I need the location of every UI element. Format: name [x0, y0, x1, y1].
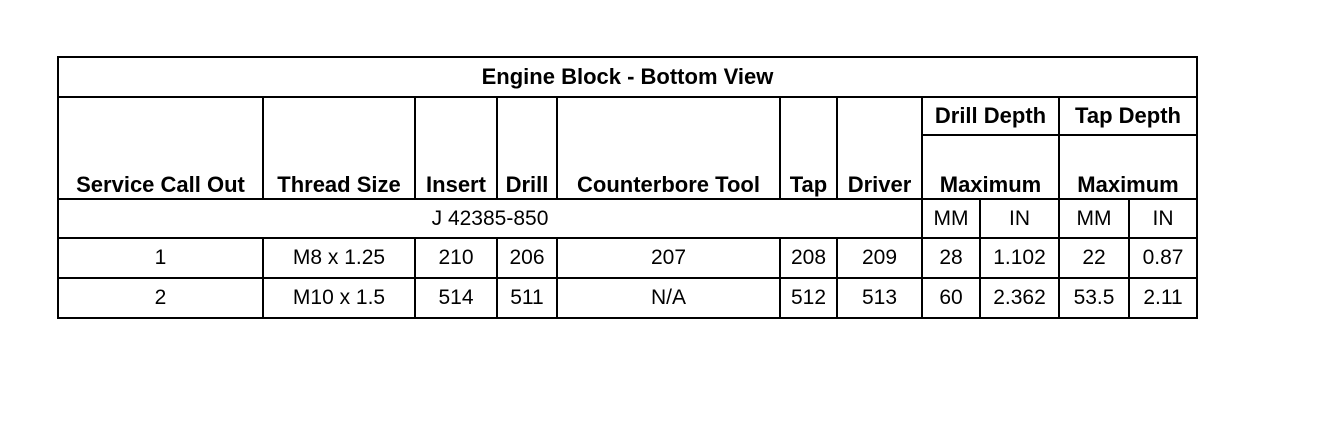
cell-drill: 511 [497, 278, 557, 318]
cell-drill-depth-in: 1.102 [980, 238, 1059, 278]
unit-drill-in: IN [980, 199, 1059, 238]
header-insert: Insert [415, 97, 497, 199]
cell-tap-depth-mm: 53.5 [1059, 278, 1129, 318]
table-row [58, 278, 1197, 318]
cell-thread-size: M10 x 1.5 [263, 278, 415, 318]
header-drill: Drill [497, 97, 557, 199]
cell-driver: 209 [837, 238, 922, 278]
cell-tap-depth-in: 0.87 [1129, 238, 1197, 278]
cell-driver: 513 [837, 278, 922, 318]
header-drill-depth: Drill Depth [922, 97, 1059, 135]
cell-tap: 208 [780, 238, 837, 278]
unit-tap-in: IN [1129, 199, 1197, 238]
header-service-call-out: Service Call Out [58, 97, 263, 199]
header-tap-depth: Tap Depth [1059, 97, 1197, 135]
cell-tap: 512 [780, 278, 837, 318]
kit-number: J 42385-850 [58, 199, 922, 238]
header-tap: Tap [780, 97, 837, 199]
cell-service-call-out: 1 [58, 238, 263, 278]
unit-tap-mm: MM [1059, 199, 1129, 238]
cell-drill-depth-mm: 60 [922, 278, 980, 318]
cell-insert: 514 [415, 278, 497, 318]
cell-counterbore-tool: 207 [557, 238, 780, 278]
unit-drill-mm: MM [922, 199, 980, 238]
header-counterbore-tool: Counterbore Tool [557, 97, 780, 199]
cell-drill: 206 [497, 238, 557, 278]
cell-tap-depth-mm: 22 [1059, 238, 1129, 278]
cell-thread-size: M8 x 1.25 [263, 238, 415, 278]
header-thread-size: Thread Size [263, 97, 415, 199]
cell-tap-depth-in: 2.11 [1129, 278, 1197, 318]
cell-drill-depth-in: 2.362 [980, 278, 1059, 318]
engine-block-spec-table [57, 56, 1198, 319]
cell-counterbore-tool: N/A [557, 278, 780, 318]
table-row [58, 238, 1197, 278]
table-title: Engine Block - Bottom View [58, 57, 1197, 97]
cell-service-call-out: 2 [58, 278, 263, 318]
header-tap-depth-maximum: Maximum [1059, 135, 1197, 199]
cell-insert: 210 [415, 238, 497, 278]
header-driver: Driver [837, 97, 922, 199]
header-drill-depth-maximum: Maximum [922, 135, 1059, 199]
cell-drill-depth-mm: 28 [922, 238, 980, 278]
